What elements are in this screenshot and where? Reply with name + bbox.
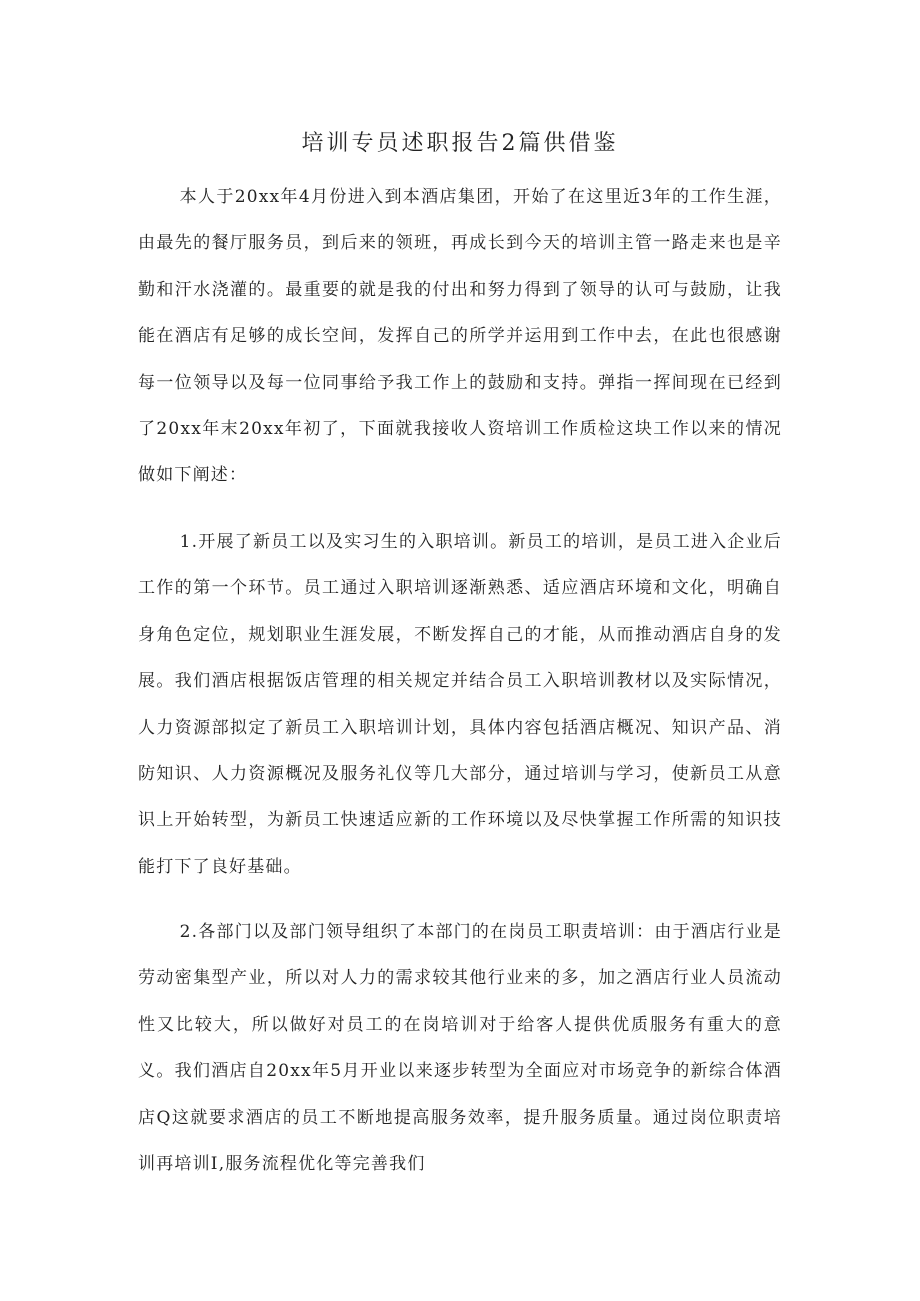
paragraph-section-1: 1.开展了新员工以及实习生的入职培训。新员工的培训，是员工进入企业后工作的第一个环节。员工通过入职培训逐渐熟悉、适应酒店环境和文化，明确自身角色定位，规划职业生涯发展，不断发挥自己的才能，从而推动酒店自身的发展。我们酒店根据饭店管理的相关规定并结合员工入职培训教材以及实际情况，人力资源部拟定了新员工入职培训计划，具体内容包括酒店概况、知识产品、消防知识、人力资源概况及服务礼仪等几大部分，通过培训与学习，使新员工从意识上开始转型，为新员工快速适应新的工作环境以及尽快掌握工作所需的知识技能打下了良好基础。 [138, 532, 782, 877]
paragraph-section-2: 2.各部门以及部门领导组织了本部门的在岗员工职责培训：由于酒店行业是劳动密集型产业，所以对人力的需求较其他行业来的多，加之酒店行业人员流动性又比较大，所以做好对员工的在岗培训对于给客人提供优质服务有重大的意义。我们酒店自20xx年5月开业以来逐步转型为全面应对市场竞争的新综合体酒店Q这就要求酒店的员工不断地提高服务效率，提升服务质量。通过岗位职责培训再培训I,服务流程优化等完善我们 [138, 922, 782, 1175]
paragraph-intro: 本人于20xx年4月份进入到本酒店集团，开始了在这里近3年的工作生涯，由最先的餐厅服务员，到后来的领班，再成长到今天的培训主管一路走来也是辛勤和汗水浇灌的。最重要的就是我的付出和努力得到了领导的认可与鼓励，让我能在酒店有足够的成长空间，发挥自己的所学并运用到工作中去，在此也很感谢每一位领导以及每一位同事给予我工作上的鼓励和支持。弹指一挥间现在已经到了20xx年末20xx年初了，下面就我接收人资培训工作质检这块工作以来的情况做如下阐述： [138, 187, 782, 486]
document-title: 培训专员述职报告2篇供借鉴 [301, 131, 619, 156]
